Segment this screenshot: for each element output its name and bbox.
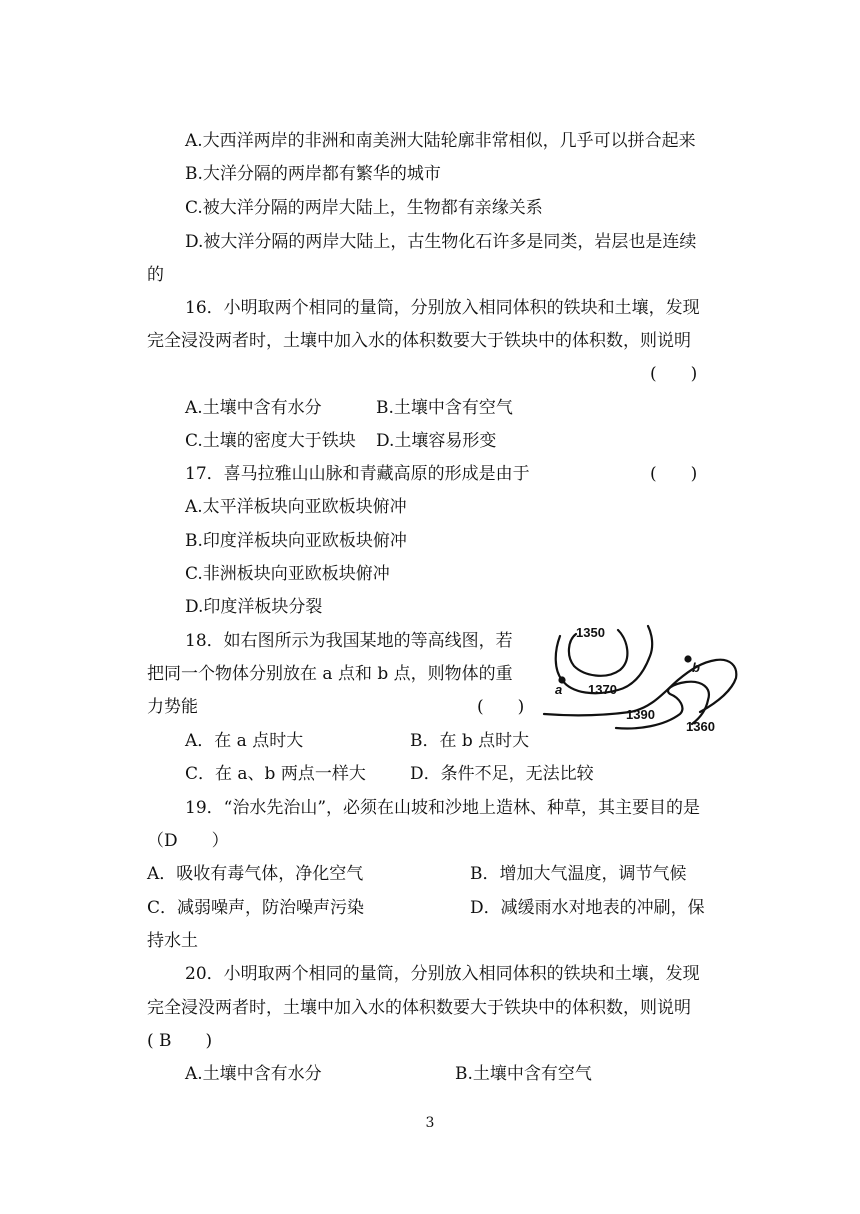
point-b-label: b — [692, 660, 700, 675]
q20-option-a: A.土壤中含有水分 — [185, 1064, 322, 1084]
q19-option-d: D．减缓雨水对地表的冲刷，保 — [470, 898, 705, 918]
q20-stem-line2: 完全浸没两者时，土壤中加入水的体积数要大于铁块中的体积数，则说明 — [147, 998, 691, 1018]
q17-option-d: D.印度洋板块分裂 — [185, 597, 323, 617]
q20-option-b: B.土壤中含有空气 — [455, 1064, 592, 1084]
q19-stem-line1: 19．“治水先治山”，必须在山坡和沙地上造林、种草，其主要目的是 — [185, 798, 701, 818]
contour-label-1360: 1360 — [686, 719, 715, 734]
q20-stem-line3: ( B ) — [147, 1031, 213, 1051]
q15-option-d: D.被大洋分隔的两岸大陆上，古生物化石许多是同类，岩层也是连续 — [185, 232, 697, 252]
q15-option-d-cont: 的 — [147, 265, 164, 285]
q16-option-c: C.土壤的密度大于铁块 — [185, 431, 356, 451]
q18-answer-paren: ( ) — [477, 697, 525, 717]
q19-option-c: C．减弱噪声，防治噪声污染 — [147, 898, 365, 918]
point-a-label: a — [555, 682, 563, 697]
q18-option-c: C．在 a、b 两点一样大 — [185, 764, 366, 784]
contour-label-1390: 1390 — [626, 707, 655, 722]
q18-option-d: D．条件不足，无法比较 — [410, 764, 594, 784]
q19-stem-line2: （D ） — [147, 831, 229, 851]
q16-stem-line2: 完全浸没两者时，土壤中加入水的体积数要大于铁块中的体积数，则说明 — [147, 331, 691, 351]
q17-option-b: B.印度洋板块向亚欧板块俯冲 — [185, 531, 407, 551]
q15-option-c: C.被大洋分隔的两岸大陆上，生物都有亲缘关系 — [185, 198, 543, 218]
q17-stem: 17．喜马拉雅山山脉和青藏高原的形成是由于 — [185, 464, 530, 484]
point-b-marker — [684, 655, 691, 662]
q16-answer-paren: ( ) — [650, 364, 698, 384]
q18-stem-line1: 18．如右图所示为我国某地的等高线图，若 — [185, 631, 513, 651]
q18-stem-line2: 把同一个物体分别放在 a 点和 b 点，则物体的重 — [147, 664, 513, 684]
q18-option-a: A．在 a 点时大 — [185, 731, 304, 751]
q20-stem-line1: 20．小明取两个相同的量筒，分别放入相同体积的铁块和土壤，发现 — [185, 964, 700, 984]
page-number: 3 — [425, 1115, 435, 1131]
contour-label-1350: 1350 — [576, 625, 605, 640]
q17-option-a: A.太平洋板块向亚欧板块俯冲 — [185, 497, 407, 517]
q15-option-b: B.大洋分隔的两岸都有繁华的城市 — [185, 164, 441, 184]
q19-option-d-cont: 持水土 — [147, 931, 198, 951]
q16-option-b: B.土壤中含有空气 — [376, 398, 513, 418]
q17-option-c: C.非洲板块向亚欧板块俯冲 — [185, 564, 390, 584]
q16-option-d: D.土壤容易形变 — [376, 431, 497, 451]
q18-stem-line3: 力势能 — [147, 697, 198, 717]
q18-option-b: B．在 b 点时大 — [410, 731, 530, 751]
q15-option-a: A.大西洋两岸的非洲和南美洲大陆轮廓非常相似，几乎可以拼合起来 — [185, 131, 696, 151]
contour-label-1370: 1370 — [588, 682, 617, 697]
q16-stem-line1: 16．小明取两个相同的量筒，分别放入相同体积的铁块和土壤，发现 — [185, 298, 700, 318]
q19-option-a: A．吸收有毒气体，净化空气 — [147, 864, 364, 884]
contour-map-figure — [540, 618, 750, 748]
q16-option-a: A.土壤中含有水分 — [185, 398, 322, 418]
q19-option-b: B．增加大气温度，调节气候 — [470, 864, 687, 884]
q17-answer-paren: ( ) — [650, 464, 698, 484]
